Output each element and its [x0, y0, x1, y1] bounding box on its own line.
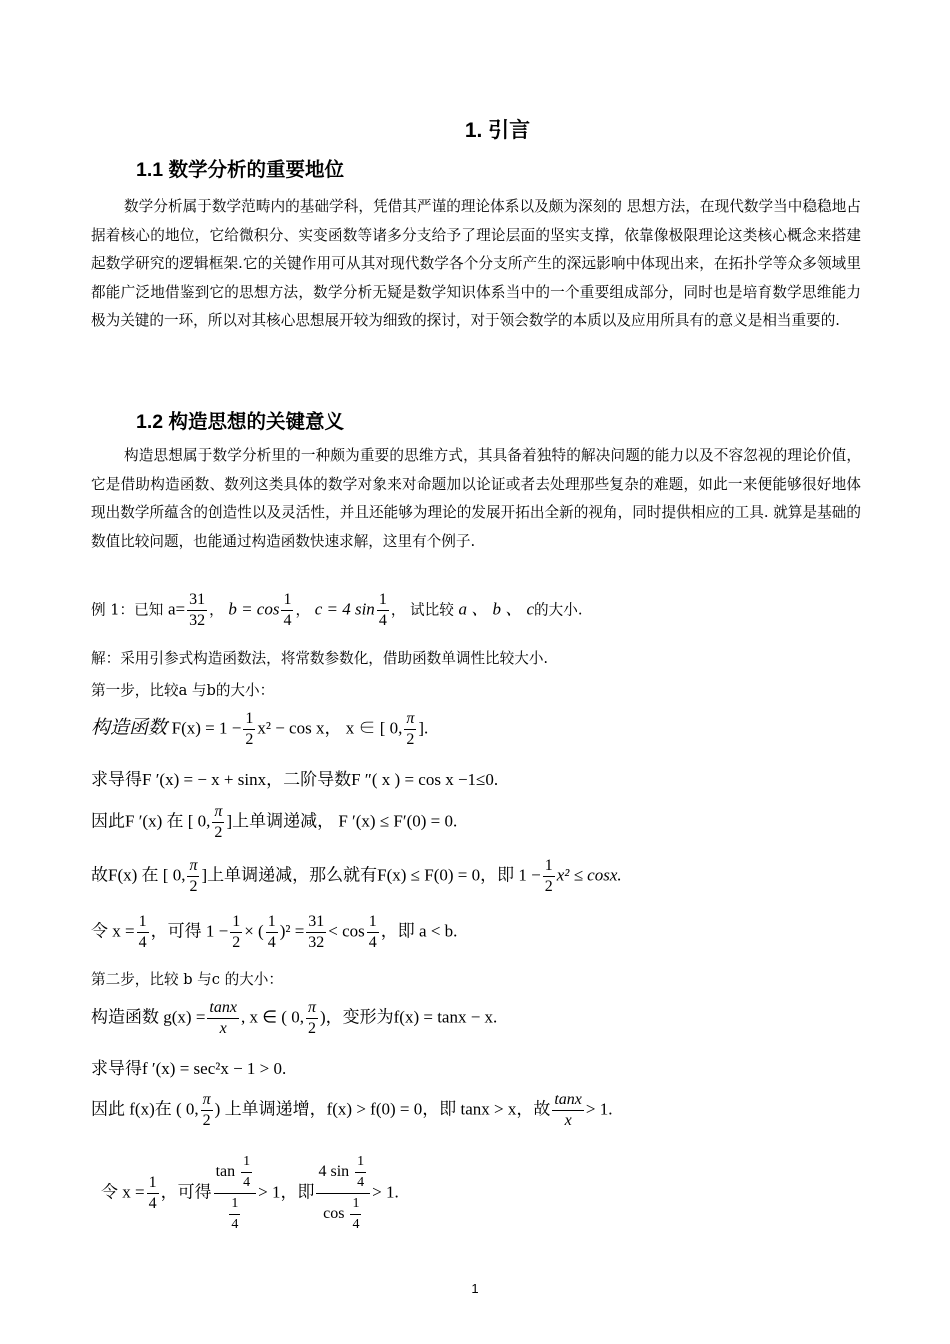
example-1-statement: 例 1：已知 a= $\frac{31}{32}$ ， b = cos $\frac{1}{4}$ ， c = 4 sin $\frac{1}{4}$ ， 试比较 a 、 b 、 c的大小. — [91, 591, 583, 629]
fraction-31-32: $\frac{31}{32}$ — [189, 591, 206, 629]
fraction-1-4: $\frac{1}{4}$ — [267, 913, 276, 951]
fraction-31-32: $\frac{31}{32}$ — [308, 913, 325, 951]
derivative-f-line: 求导得f ′(x) = sec²x − 1 > 0. — [91, 1059, 287, 1078]
monotonic-F-line: 故F(x) 在 [ 0, $\frac{\pi}{2}$ ]上单调递减，那么就有F(x) ≤ F(0) = 0，即 1 − $\frac{1}{2}$ x² ≤ cosx. — [91, 857, 622, 895]
fraction-tanx-x: $\frac{\tan x}{x}$ — [554, 1091, 582, 1129]
fraction-tanx-x: $\frac{\tan x}{x}$ — [209, 999, 237, 1037]
section-1-2-paragraph: 构造思想属于数学分析里的一种颇为重要的思维方式，其具备着独特的解决问题的能力以及不容忽视的理论价值，它是借助构造函数、数列这类具体的数学对象来对命题加以论证或者去处理那些复杂的难题，如此一来便能够很好地体现出数学所蕴含的创造性以及灵活性，并且还能够为理论的发展开拓出全新的视角，同时提供相应的工具. 就算是基础的数值比较问题，也能通过构造函数快速求解，这里有个例子. — [91, 447, 861, 550]
let-x-quarter-line-2: 令 x = $\frac{1}{4}$ ，可得 tan $\frac{1}{4}$ $\frac{1}{4}$ > 1，即 4 sin $\frac{1}{4}$ cos $\frac{1}{4}$ > 1. — [101, 1152, 399, 1235]
section-1-1-paragraph: 数学分析属于数学范畴内的基础学科，凭借其严谨的理论体系以及颇为深刻的 思想方法，在现代数学当中稳稳地占据着核心的地位，它给微积分、实变函数等诸多分支给予了理论层面的坚实支撑，依靠像极限理论这类核心概念来搭建起数学研究的逻辑框架.它的关键作用可从其对现代数学各个分支所产生的深远影响中体现出来，在拓扑学等众多领域里都能广泛地借鉴到它的思想方法，数学分析无疑是数学知识体系当中的一个重要组成部分，同时也是培育数学思维能力极为关键的一环，所以对其核心思想展开较为细致的探讨，对于领会数学的本质以及应用所具有的意义是相当重要的. — [91, 198, 861, 329]
derivative-F-line: 求导得F ′(x) = − x + sinx，二阶导数F ″( x ) = cos x −1≤0. — [91, 770, 499, 789]
example-intro: 例 1：已知 — [91, 601, 164, 619]
monotonic-f-line: 因此 f(x)在 ( 0, $\frac{\pi}{2}$ ) 上单调递增，f(x) > f(0) = 0，即 tanx > x，故 $\frac{\tan x}{x}$ > 1. — [91, 1091, 613, 1129]
section-heading-1-1: 1.1 数学分析的重要地位 — [136, 159, 345, 181]
section-heading-1-2: 1.2 构造思想的关键意义 — [136, 411, 345, 433]
fraction-pi-2: $\frac{\pi}{2}$ — [214, 803, 223, 841]
fraction-1-2: $\frac{1}{2}$ — [232, 913, 241, 951]
b-equals: b = cos — [228, 599, 280, 619]
variables-abc: a 、 b 、 c — [458, 599, 535, 619]
construct-function-F: 构造函数 F(x) = 1 − $\frac{1}{2}$ x² − cos x， x ∈ [ 0, $\frac{\pi}{2}$ ]. — [91, 710, 429, 748]
fraction-pi-2: $\frac{\pi}{2}$ — [202, 1091, 211, 1129]
let-x-quarter-line-1: 令 x = $\frac{1}{4}$ ，可得 1 − $\frac{1}{2}$ × ( $\frac{1}{4}$ )² = $\frac{31}{32}$ < cos $\frac{1}{4}$ ，即 a < b. — [91, 913, 458, 951]
a-equals: a= — [167, 599, 186, 619]
step-1-line: 第一步，比较a 与b的大小： — [91, 682, 275, 699]
c-equals: c = 4 sin — [314, 599, 375, 619]
fraction-pi-2: $\frac{\pi}{2}$ — [406, 710, 415, 748]
fraction-pi-2: $\frac{\pi}{2}$ — [189, 857, 198, 895]
fraction-1-4: $\frac{1}{4}$ — [138, 913, 147, 951]
fraction-pi-2: $\frac{\pi}{2}$ — [307, 999, 316, 1037]
fraction-1-2: $\frac{1}{2}$ — [544, 857, 553, 895]
fraction-1-4: $\frac{1}{4}$ — [148, 1174, 157, 1212]
construct-function-g: 构造函数 g(x) = $\frac{\tan x}{x}$ , x ∈ ( 0, $\frac{\pi}{2}$ )，变形为f(x) = tanx − x. — [91, 999, 498, 1037]
fraction-1-4: $\frac{1}{4}$ — [368, 913, 377, 951]
solution-line: 解：采用引参式构造函数法，将常数参数化，借助函数单调性比较大小. — [91, 650, 549, 667]
fraction-1-4: $\frac{1}{4}$ — [283, 591, 292, 629]
fraction-1-2: $\frac{1}{2}$ — [245, 710, 254, 748]
monotonic-F-prime-line: 因此F ′(x) 在 [ 0, $\frac{\pi}{2}$ ]上单调递减， F ′(x) ≤ F′(0) = 0. — [91, 803, 458, 841]
fraction-1-4: $\frac{1}{4}$ — [378, 591, 387, 629]
fraction-tan-quarter-over-quarter: tan $\frac{1}{4}$ $\frac{1}{4}$ — [214, 1152, 257, 1235]
chapter-heading: 1. 引言 — [464, 119, 531, 142]
step-2-line: 第二步，比较 b 与c 的大小： — [91, 971, 283, 988]
page-number: 1 — [471, 1281, 479, 1296]
fraction-4sin-over-cos: 4 sin $\frac{1}{4}$ cos $\frac{1}{4}$ — [316, 1152, 370, 1235]
